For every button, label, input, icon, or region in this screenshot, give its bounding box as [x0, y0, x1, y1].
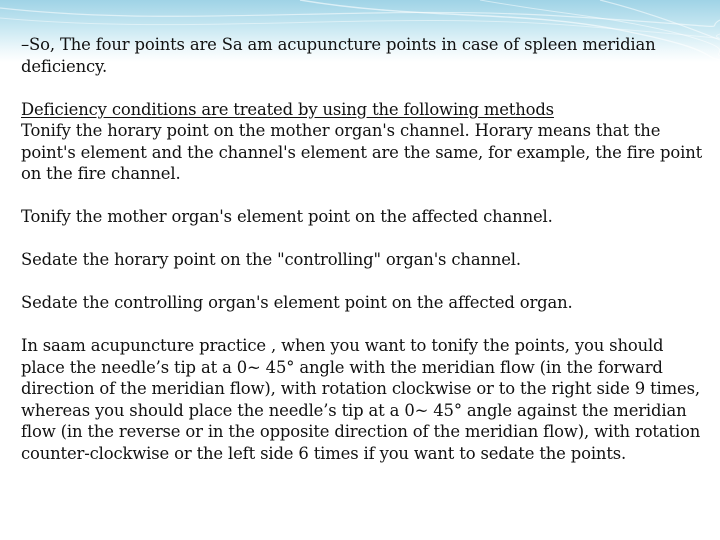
- paragraph-gap: [21, 77, 711, 99]
- paragraph-gap: [21, 271, 711, 293]
- paragraph-gap: [21, 228, 711, 250]
- method-1-paragraph: Tonify the horary point on the mother organ's channel. Horary means that the point's element and the channel's element are the same, for example, the fire point on the fire channel.: [21, 121, 703, 183]
- method-3-paragraph: Sedate the horary point on the "controlling" organ's channel.: [21, 250, 521, 269]
- methods-heading: Deficiency conditions are treated by using the following methods: [21, 99, 554, 119]
- paragraph-gap: [21, 185, 711, 207]
- paragraph-gap: [21, 314, 711, 336]
- practice-paragraph: In saam acupuncture practice , when you want to tonify the points, you should place the needle’s tip at a 0~ 45° angle with the meridian flow (in the forward direction of the meridian flow), with rotation clockwise or to the right side 9 times, whereas you should place the needle’s tip at a 0~ 45° angle against the meridian flow (in the reverse or in the opposite direction of the meridian flow), with rotation counter-clockwise or the left side 6 times if you want to sedate the points.: [21, 336, 701, 463]
- method-4-paragraph: Sedate the controlling organ's element point on the affected organ.: [21, 293, 573, 312]
- method-2-paragraph: Tonify the mother organ's element point on the affected channel.: [21, 207, 553, 226]
- slide-body: [21, 34, 711, 464]
- intro-paragraph: –So, The four points are Sa am acupuncture points in case of spleen meridian deficiency.: [21, 35, 656, 76]
